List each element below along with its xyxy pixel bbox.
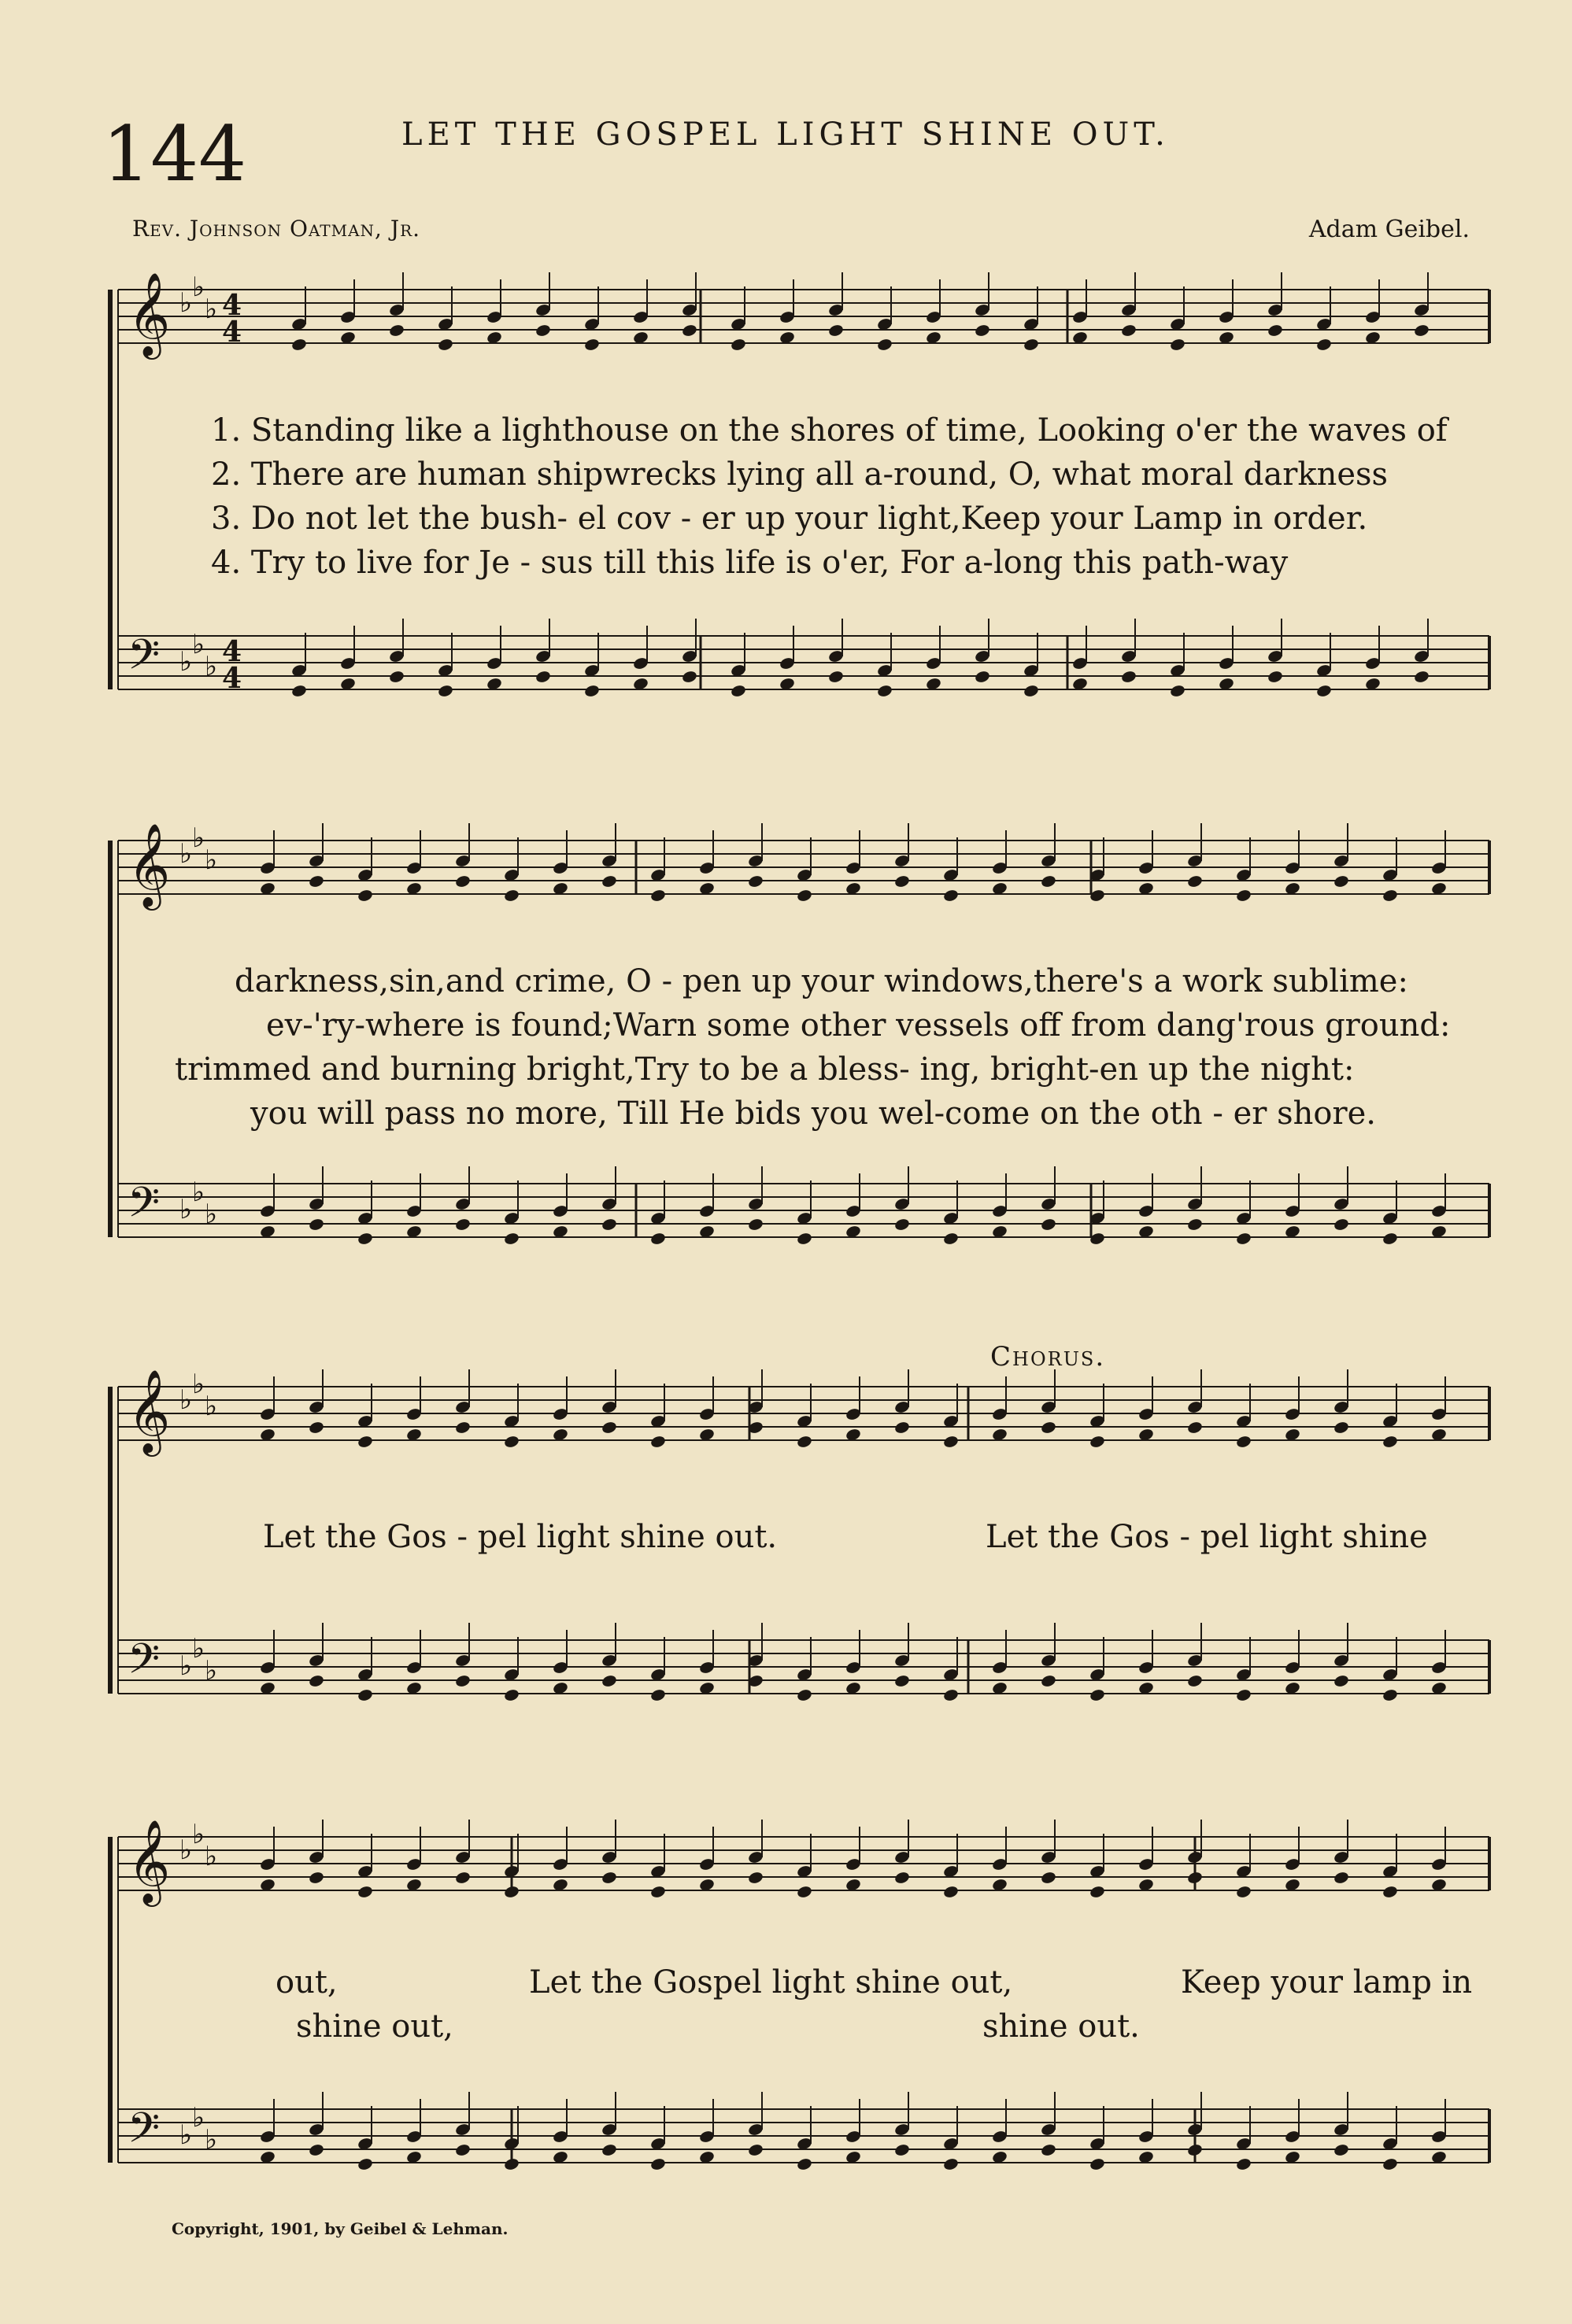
notehead (1333, 1421, 1349, 1435)
verse-3-line-2: trimmed and burning bright,Try to be a bless- ing, bright-en up the night: (175, 1051, 1355, 1088)
notehead (503, 2157, 520, 2171)
notehead (1120, 323, 1137, 338)
notehead (357, 1688, 373, 1702)
copyright-notice: Copyright, 1901, by Geibel & Lehman. (172, 2219, 509, 2238)
notehead (454, 2143, 471, 2157)
flat-sign: ♭ (192, 1369, 205, 1400)
notehead (454, 1674, 471, 1688)
notehead (796, 1885, 812, 1899)
line-4-lyric-b: Let the Gospel light shine out, (529, 1964, 1013, 2001)
notehead (454, 1421, 471, 1435)
notehead (1186, 1871, 1203, 1885)
notehead (308, 1217, 324, 1232)
notehead (827, 323, 844, 338)
flat-sign: ♭ (192, 822, 205, 854)
notehead (649, 889, 666, 903)
flat-sign: ♭ (205, 1841, 218, 1872)
notehead (1023, 338, 1039, 352)
notehead (1333, 2143, 1349, 2157)
notehead (796, 2157, 812, 2171)
notehead (649, 1435, 666, 1449)
flat-sign: ♭ (205, 844, 218, 876)
notehead (681, 670, 697, 684)
notehead (1315, 684, 1332, 698)
flat-sign: ♭ (179, 1384, 193, 1416)
flat-sign: ♭ (205, 2124, 218, 2156)
notehead (1382, 1232, 1398, 1246)
notehead (747, 1217, 764, 1232)
flat-sign: ♭ (205, 1391, 218, 1422)
notehead (1382, 1688, 1398, 1702)
notehead (454, 1871, 471, 1885)
notehead (290, 338, 307, 352)
notehead (1186, 1421, 1203, 1435)
notehead (1235, 2157, 1252, 2171)
notehead (308, 2143, 324, 2157)
notehead (942, 1885, 959, 1899)
notehead (1382, 1885, 1398, 1899)
notehead (503, 889, 520, 903)
bass-clef: 𝄢 (128, 1179, 161, 1237)
notehead (1186, 1217, 1203, 1232)
notehead (827, 670, 844, 684)
notehead (1040, 1674, 1056, 1688)
notehead (649, 1688, 666, 1702)
notehead (1413, 323, 1430, 338)
notehead (1235, 1688, 1252, 1702)
notehead (942, 1688, 959, 1702)
flat-sign: ♭ (205, 1199, 218, 1230)
flat-sign: ♭ (179, 646, 193, 678)
notehead (1186, 1674, 1203, 1688)
notehead (1333, 1674, 1349, 1688)
notehead (1333, 1871, 1349, 1885)
notehead (747, 1871, 764, 1885)
notehead (534, 323, 551, 338)
notehead (308, 1871, 324, 1885)
notehead (1040, 1217, 1056, 1232)
notehead (974, 670, 990, 684)
notehead (747, 2143, 764, 2157)
notehead (1333, 874, 1349, 889)
notehead (893, 1674, 910, 1688)
flat-sign: ♭ (179, 838, 193, 870)
notehead (1382, 2157, 1398, 2171)
notehead (1235, 889, 1252, 903)
notehead (1169, 338, 1185, 352)
author-credit: Rev. Johnson Oatman, Jr. (132, 216, 421, 242)
notehead (893, 2143, 910, 2157)
notehead (601, 1674, 617, 1688)
notehead (730, 338, 746, 352)
notehead (454, 874, 471, 889)
flat-sign: ♭ (192, 629, 205, 660)
notehead (942, 1435, 959, 1449)
notehead (534, 670, 551, 684)
notehead (1040, 1871, 1056, 1885)
notehead (730, 684, 746, 698)
notehead (1089, 1885, 1105, 1899)
treble-clef: 𝄞 (128, 272, 171, 356)
notehead (308, 1674, 324, 1688)
notehead (1040, 874, 1056, 889)
notehead (583, 684, 600, 698)
notehead (796, 1688, 812, 1702)
flat-sign: ♭ (179, 1834, 193, 1866)
flat-sign: ♭ (192, 1633, 205, 1664)
notehead (796, 889, 812, 903)
notehead (1235, 1435, 1252, 1449)
notehead (1089, 1688, 1105, 1702)
notehead (437, 684, 453, 698)
flat-sign: ♭ (205, 651, 218, 682)
flat-sign: ♭ (179, 1650, 193, 1682)
line-4-lyric-c: Keep your lamp in (1181, 1964, 1473, 2001)
flat-sign: ♭ (192, 1819, 205, 1850)
notehead (1023, 684, 1039, 698)
notehead (1040, 1421, 1056, 1435)
composer-credit: Adam Geibel. (1308, 216, 1470, 243)
notehead (357, 889, 373, 903)
time-signature: 4 (222, 662, 242, 695)
notehead (454, 1217, 471, 1232)
notehead (1413, 670, 1430, 684)
flat-sign: ♭ (192, 1177, 205, 1208)
notehead (357, 1435, 373, 1449)
notehead (796, 1232, 812, 1246)
notehead (308, 874, 324, 889)
notehead (876, 338, 893, 352)
notehead (437, 338, 453, 352)
line-4-lyric-d: shine out, (296, 2008, 453, 2045)
notehead (1186, 874, 1203, 889)
notehead (601, 2143, 617, 2157)
notehead (1235, 1232, 1252, 1246)
notehead (1333, 1217, 1349, 1232)
line-4-lyric-a: out, (276, 1964, 338, 2001)
flat-sign: ♭ (179, 1194, 193, 1225)
notehead (601, 1217, 617, 1232)
notehead (290, 684, 307, 698)
treble-clef: 𝄞 (128, 1369, 171, 1453)
bass-clef: 𝄢 (128, 1635, 161, 1694)
time-signature: 4 (222, 635, 242, 668)
notehead (503, 1885, 520, 1899)
notehead (601, 1871, 617, 1885)
hymn-number: 144 (102, 110, 247, 198)
treble-clef: 𝄞 (128, 1819, 171, 1903)
verse-1-line-1: 1. Standing like a lighthouse on the shores of time, Looking o'er the waves of (211, 412, 1448, 449)
notehead (388, 670, 405, 684)
notehead (601, 1421, 617, 1435)
notehead (1169, 684, 1185, 698)
notehead (388, 323, 405, 338)
notehead (893, 1421, 910, 1435)
flat-sign: ♭ (205, 294, 218, 325)
notehead (601, 874, 617, 889)
line-4-lyric-e: shine out. (982, 2008, 1140, 2045)
notehead (649, 2157, 666, 2171)
flat-sign: ♭ (179, 287, 193, 319)
notehead (308, 1421, 324, 1435)
flat-sign: ♭ (192, 272, 205, 303)
notehead (583, 338, 600, 352)
verse-2-line-2: ev-'ry-where is found;Warn some other vessels off from dang'rous ground: (266, 1007, 1451, 1044)
chorus-label: Chorus. (990, 1341, 1106, 1373)
notehead (357, 1232, 373, 1246)
notehead (893, 1217, 910, 1232)
verse-1-line-2: darkness,sin,and crime, O - pen up your windows,there's a work sublime: (235, 963, 1408, 999)
verse-2-line-1: 2. There are human shipwrecks lying all a-round, O, what moral darkness (211, 456, 1389, 493)
bass-clef: 𝄢 (128, 2104, 161, 2163)
time-signature: 4 (222, 316, 242, 349)
flat-sign: ♭ (192, 2102, 205, 2134)
notehead (1235, 1885, 1252, 1899)
notehead (893, 874, 910, 889)
hymn-title: LET THE GOSPEL LIGHT SHINE OUT. (401, 116, 1170, 153)
notehead (357, 2157, 373, 2171)
time-signature: 4 (222, 289, 242, 322)
notehead (649, 1885, 666, 1899)
notehead (1315, 338, 1332, 352)
notehead (942, 1232, 959, 1246)
notehead (796, 1435, 812, 1449)
bass-clef: 𝄢 (128, 631, 161, 689)
notehead (942, 2157, 959, 2171)
notehead (1120, 670, 1137, 684)
notehead (357, 1885, 373, 1899)
notehead (893, 1871, 910, 1885)
notehead (974, 323, 990, 338)
notehead (1040, 2143, 1056, 2157)
verse-4-line-2: you will pass no more, Till He bids you wel-come on the oth - er shore. (250, 1095, 1376, 1132)
notehead (1382, 889, 1398, 903)
notehead (503, 1232, 520, 1246)
notehead (1382, 1435, 1398, 1449)
notehead (1186, 2143, 1203, 2157)
line-3-lyric-b: Let the Gos - pel light shine (986, 1519, 1428, 1555)
notehead (1089, 1435, 1105, 1449)
verse-3-line-1: 3. Do not let the bush- el cov - er up your light,Keep your Lamp in order. (211, 501, 1368, 537)
treble-clef: 𝄞 (128, 822, 171, 907)
notehead (503, 1435, 520, 1449)
line-3-lyric-a: Let the Gos - pel light shine out. (263, 1519, 778, 1555)
notehead (747, 874, 764, 889)
notehead (1267, 670, 1283, 684)
notehead (503, 1688, 520, 1702)
flat-sign: ♭ (205, 1655, 218, 1687)
notehead (681, 323, 697, 338)
notehead (942, 889, 959, 903)
notehead (649, 1232, 666, 1246)
notehead (1089, 2157, 1105, 2171)
notehead (876, 684, 893, 698)
verse-4-line-1: 4. Try to live for Je - sus till this life is o'er, For a-long this path-way (211, 545, 1289, 581)
notehead (1267, 323, 1283, 338)
flat-sign: ♭ (179, 2119, 193, 2151)
